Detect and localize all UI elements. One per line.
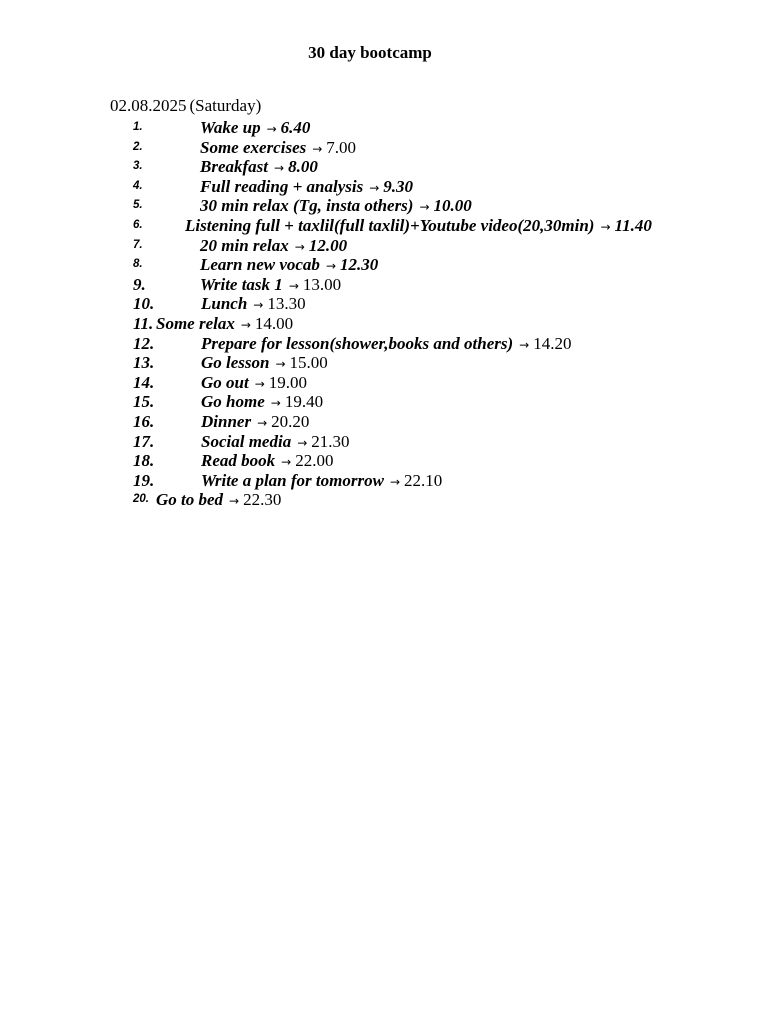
item-number: 9. (133, 274, 146, 294)
item-body (201, 451, 333, 473)
item-body (201, 373, 307, 395)
item-number: 17. (133, 431, 155, 451)
document-title: 30 day bootcamp (308, 43, 432, 62)
arrow-icon: → (294, 239, 305, 254)
arrow-icon: → (419, 200, 430, 215)
item-task: 20 min relax (200, 235, 289, 255)
item-task: Wake up (200, 118, 261, 137)
item-task: Write a plan for tomorrow (201, 470, 384, 490)
item-task: Dinner (201, 411, 252, 431)
list-item (133, 275, 753, 295)
arrow-icon: → (253, 298, 264, 313)
arrow-icon: → (297, 435, 308, 450)
item-time: 15.00 (289, 353, 328, 373)
list-item (133, 196, 753, 216)
item-body (200, 118, 310, 140)
item-body (156, 314, 293, 336)
item-time: 13.00 (302, 274, 342, 294)
date-text: 02.08.2025 (110, 96, 187, 115)
item-task: Prepare for lesson(shower,books and others) (201, 333, 514, 353)
item-body (201, 353, 328, 375)
item-body (201, 334, 571, 356)
list-item (133, 471, 753, 491)
arrow-icon: → (325, 259, 336, 274)
arrow-icon: → (270, 396, 281, 411)
arrow-icon: → (600, 219, 611, 234)
item-number: 20. (133, 493, 149, 506)
item-task: Social media (201, 431, 292, 451)
item-task: Read book (201, 451, 276, 471)
list-item (133, 255, 753, 275)
item-task: Go lesson (201, 353, 270, 373)
item-number: 15. (133, 392, 155, 412)
list-item (133, 334, 753, 354)
item-time: 7.00 (326, 137, 357, 157)
item-number: 2. (133, 140, 143, 153)
item-body (200, 275, 341, 297)
item-number: 3. (133, 160, 143, 173)
item-number: 1. (133, 121, 143, 133)
arrow-icon: → (519, 337, 530, 352)
date-heading (110, 96, 261, 116)
item-time: 22.00 (295, 451, 334, 471)
list-item (133, 157, 753, 177)
arrow-icon: → (275, 357, 286, 372)
arrow-icon: → (288, 278, 299, 293)
item-body (200, 177, 413, 199)
item-number: 11. (133, 313, 154, 333)
item-body (200, 196, 472, 218)
item-task: Lunch (201, 294, 248, 314)
item-time: 12.00 (308, 235, 348, 255)
list-item (133, 236, 753, 256)
item-time: 6.40 (280, 118, 311, 137)
item-number: 5. (133, 199, 143, 212)
item-time: 14.20 (533, 333, 572, 353)
item-body (201, 432, 350, 454)
item-number: 4. (133, 179, 143, 192)
list-item (133, 432, 753, 452)
item-time: 10.00 (433, 196, 472, 216)
item-time: 9.30 (383, 176, 414, 196)
item-number: 12. (133, 333, 155, 353)
item-time: 22.30 (243, 490, 282, 510)
arrow-icon: → (254, 376, 265, 391)
item-task: Breakfast (200, 157, 268, 177)
item-number: 6. (133, 218, 143, 231)
list-item (133, 216, 753, 236)
item-number: 8. (133, 258, 143, 271)
item-number: 7. (133, 238, 143, 251)
arrow-icon: → (312, 141, 323, 156)
arrow-icon: → (240, 317, 251, 332)
arrow-icon: → (266, 122, 277, 136)
arrow-icon: → (274, 161, 285, 176)
item-body (201, 471, 442, 493)
item-time: 21.30 (311, 431, 350, 451)
item-number: 13. (133, 353, 155, 373)
item-task: Full reading + analysis (200, 176, 364, 196)
item-time: 13.30 (267, 294, 306, 314)
list-item (133, 138, 753, 158)
item-time: 19.40 (284, 392, 324, 412)
item-body (201, 392, 323, 414)
item-task: Go home (201, 392, 265, 412)
list-item (133, 314, 753, 334)
list-item (133, 353, 753, 373)
weekday-text: (Saturday) (189, 96, 262, 115)
list-item (133, 392, 753, 412)
item-body (201, 412, 309, 434)
item-task: Some relax (156, 313, 235, 333)
item-body (201, 294, 306, 316)
item-body (185, 216, 652, 238)
item-time: 8.00 (288, 157, 318, 177)
arrow-icon: → (369, 180, 380, 195)
item-number: 18. (133, 451, 155, 471)
list-item (133, 451, 753, 471)
item-body (200, 138, 356, 160)
arrow-icon: → (229, 494, 240, 509)
list-item (133, 412, 753, 432)
item-task: Go to bed (156, 490, 224, 510)
list-item (133, 177, 753, 197)
item-task: Go out (201, 372, 249, 392)
item-task: Write task 1 (200, 274, 283, 294)
item-body (200, 236, 347, 258)
item-number: 14. (133, 372, 155, 392)
arrow-icon: → (257, 415, 268, 430)
item-task: Some exercises (200, 137, 307, 157)
item-task: Learn new vocab (200, 255, 320, 275)
item-number: 16. (133, 411, 155, 431)
item-time: 14.00 (254, 313, 294, 333)
item-time: 11.40 (614, 215, 652, 235)
list-item (133, 373, 753, 393)
item-body (200, 255, 378, 277)
item-time: 12.30 (340, 255, 379, 275)
list-item (133, 118, 753, 138)
arrow-icon: → (281, 455, 292, 470)
arrow-icon: → (389, 474, 400, 489)
list-item (133, 294, 753, 314)
item-time: 19.00 (268, 372, 308, 392)
item-number: 19. (133, 470, 155, 490)
list-item (133, 490, 753, 510)
item-time: 22.10 (404, 470, 443, 490)
item-number: 10. (133, 294, 155, 314)
item-task: 30 min relax (Tg, insta others) (200, 196, 414, 216)
item-time: 20.20 (271, 411, 310, 431)
schedule-list (133, 118, 753, 510)
item-body (156, 490, 281, 512)
item-task: Listening full + taxlil(full taxlil)+Youtube video(20,30min) (185, 215, 595, 235)
item-body (200, 157, 318, 179)
